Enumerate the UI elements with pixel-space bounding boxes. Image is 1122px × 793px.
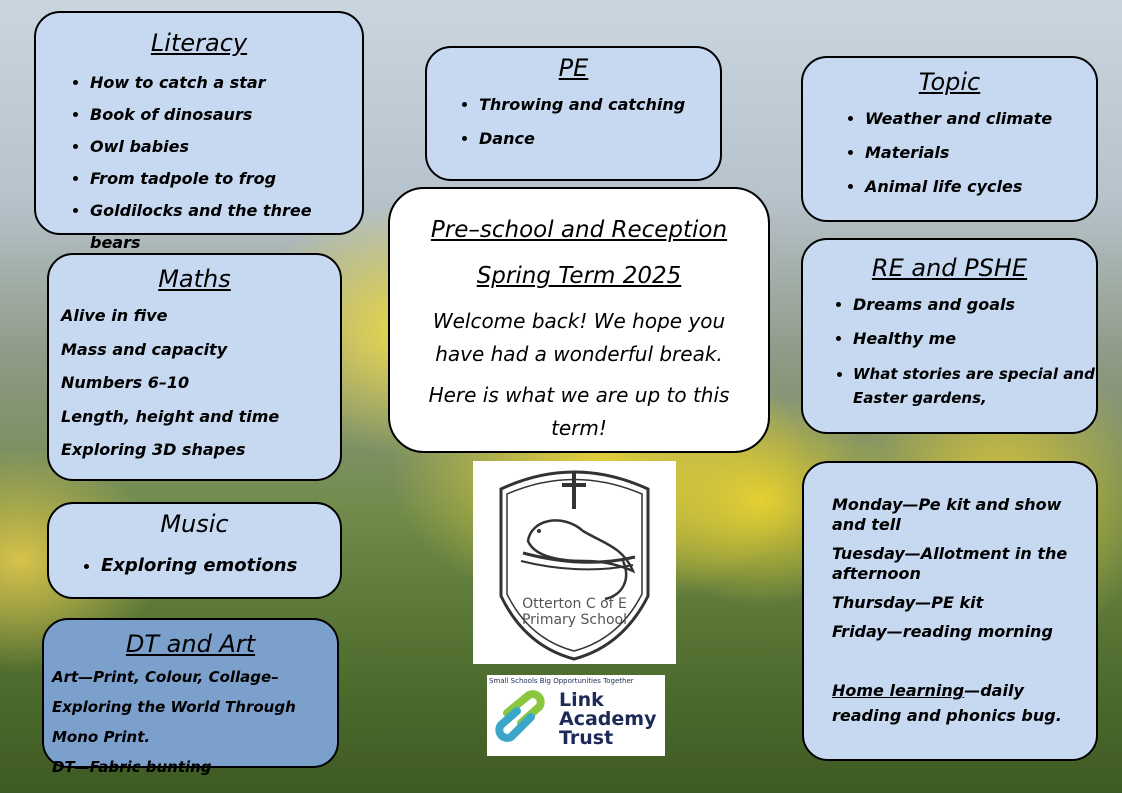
school-name-line2: Primary School [521,612,628,628]
list-item: • What stories are special and Easter gardens, [853,356,1096,410]
home-learning-label: Home learning [832,681,965,700]
school-logo [473,461,676,664]
list-item: • Healthy me [853,322,1096,356]
intro-panel [388,187,770,453]
topic-list [803,102,1096,204]
intro-text: Here is what we are up to this term! [428,383,730,440]
list-item: Mass and capacity [61,339,228,359]
term-title: Spring Term 2025 [476,263,682,289]
day-item: Tuesday—Allotment in the afternoon [832,544,1068,583]
day-item: Monday—Pe kit and show and tell [832,495,1062,534]
list-item: Numbers 6–10 [61,373,190,392]
dt-art-list [44,662,337,782]
page-title: Pre–school and Reception [430,217,728,243]
list-item: • Animal life cycles [865,170,1096,204]
list-item: Art—Print, Colour, Collage– Exploring the World Through Mono Print. [52,668,296,746]
pe-panel [425,46,722,181]
trust-logo [487,675,665,756]
home-learning [832,678,1076,728]
day-item: Thursday—PE kit [832,593,984,612]
topic-title: Topic [918,68,981,96]
pe-title: PE [558,54,589,82]
list-item: • Exploring emotions [101,550,340,582]
home-learning-text: —daily reading and phonics bug. [832,681,1062,725]
dt-art-panel [42,618,339,776]
re-pshe-panel [801,238,1098,434]
dt-art-title: DT and Art [125,630,256,658]
school-name-line1: Otterton C of E [522,596,627,612]
trust-name-line3: Trust [559,727,614,749]
list-item: Alive in five [61,306,168,325]
pe-list [427,88,720,156]
maths-title: Maths [158,265,231,293]
list-item: • Book of dinosaurs [90,99,362,131]
topic-panel [801,56,1098,222]
trust-tagline: Small Schools Big Opportunities Together [489,677,634,685]
list-item: • Materials [865,136,1096,170]
music-list [49,550,340,582]
re-pshe-list [803,288,1096,410]
literacy-list [36,67,362,259]
day-item: Friday—reading morning [832,622,1053,641]
list-item: Exploring 3D shapes [61,440,246,459]
list-item: • Weather and climate [865,102,1096,136]
maths-list [49,299,340,467]
list-item: • Owl babies [90,131,362,163]
literacy-panel [34,11,364,252]
list-item: • How to catch a star [90,67,362,99]
re-pshe-title: RE and PSHE [871,254,1028,282]
list-item: • Dreams and goals [853,288,1096,322]
music-title: Music [160,510,229,538]
music-panel [47,502,342,599]
list-item: • From tadpole to frog [90,163,362,195]
list-item: DT—Fabric bunting [52,758,212,776]
list-item: • Goldilocks and the three bears [90,195,362,259]
chain-link-icon [487,675,557,756]
weekly-panel [802,461,1098,761]
trust-name-line2: Academy [559,708,657,730]
trust-name-line1: Link [559,689,604,711]
list-item: Length, height and time [61,406,280,426]
literacy-title: Literacy [150,29,248,57]
maths-panel [47,253,342,481]
shield-icon [473,461,676,664]
welcome-text: Welcome back! We hope you have had a wonderful break. [432,309,726,366]
list-item: • Dance [479,122,720,156]
list-item: • Throwing and catching [479,88,720,122]
